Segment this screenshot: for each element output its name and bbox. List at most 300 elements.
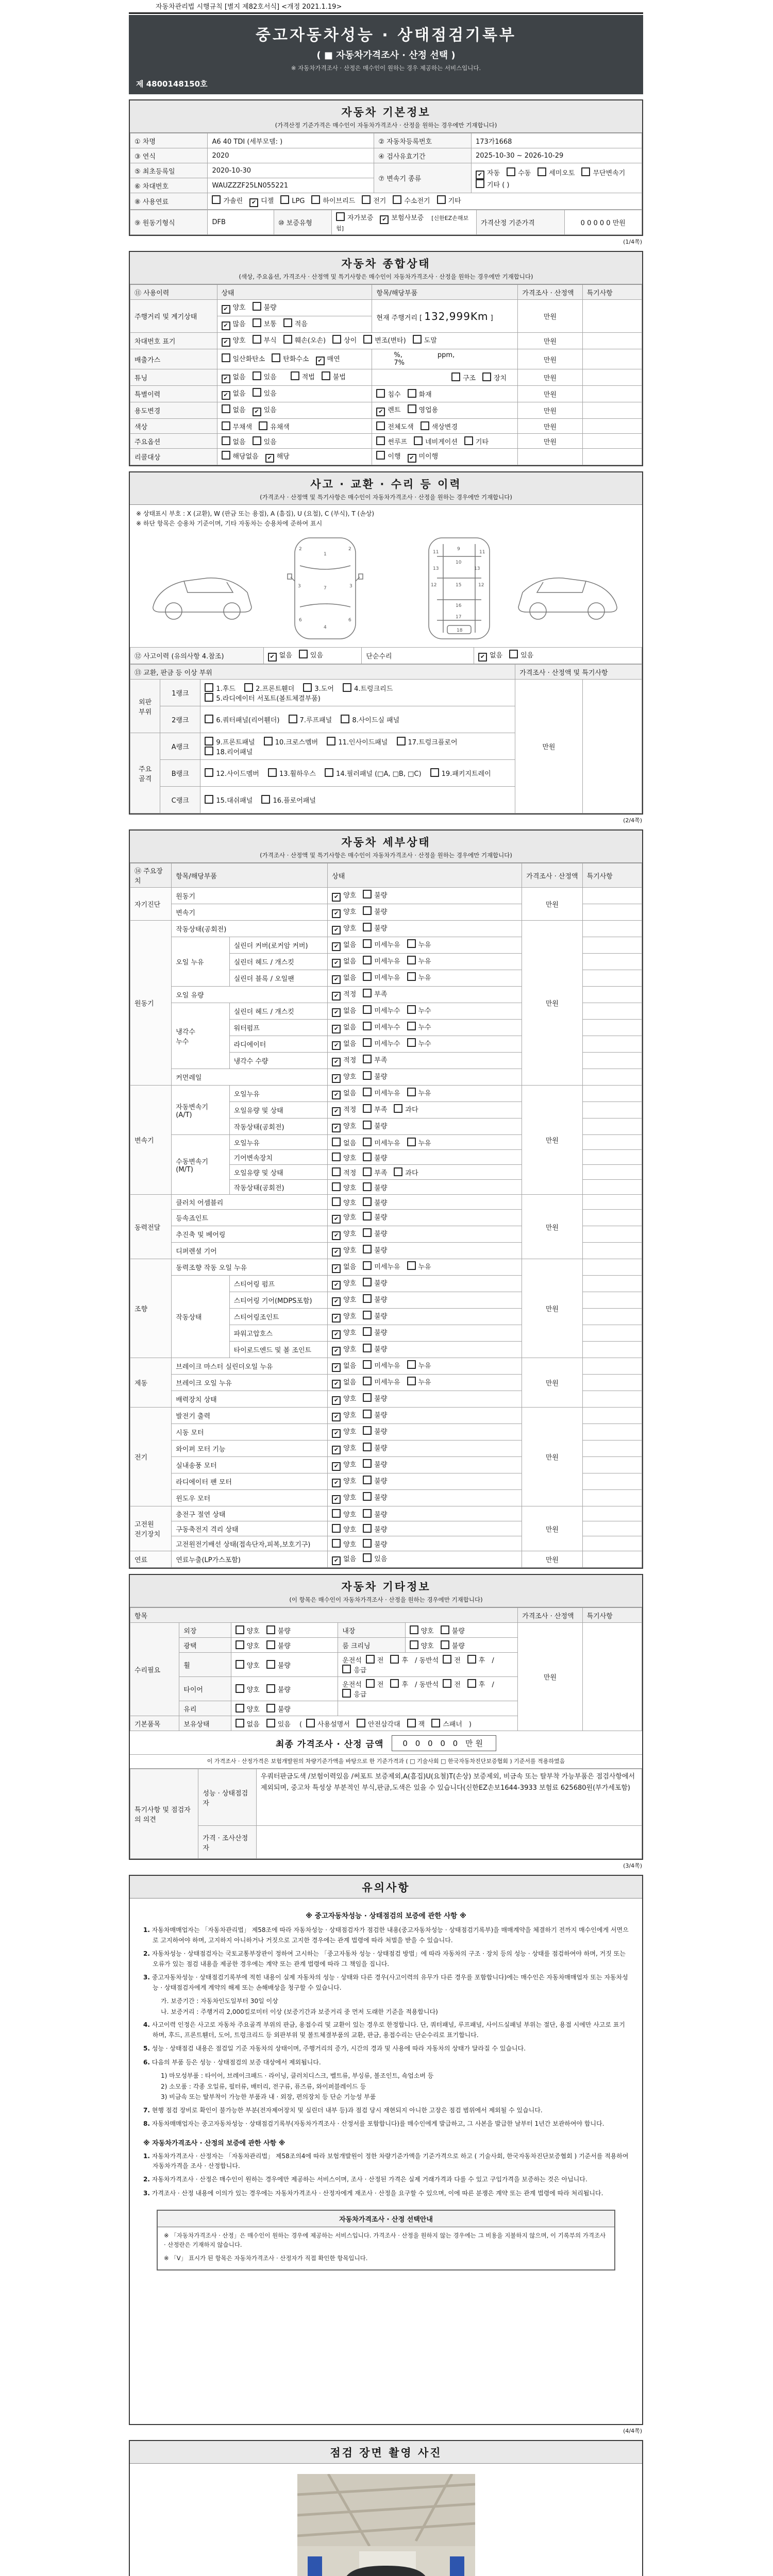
checkbox-option[interactable]: 훼손(오손) bbox=[283, 335, 326, 345]
checkbox[interactable] bbox=[212, 195, 221, 204]
checkbox[interactable] bbox=[332, 1138, 341, 1146]
checkbox-option[interactable]: 불량 bbox=[363, 923, 387, 933]
checkbox-option[interactable]: 상이 bbox=[332, 335, 357, 345]
checkbox[interactable] bbox=[363, 890, 372, 899]
checkbox-option[interactable]: ✔ 렌트 bbox=[376, 404, 400, 416]
checkbox[interactable]: ✔ bbox=[332, 1231, 341, 1240]
checkbox-option[interactable]: 있음 bbox=[253, 371, 277, 381]
checkbox[interactable] bbox=[363, 1360, 372, 1369]
checkbox-option[interactable]: ✔ 양호 bbox=[332, 1426, 356, 1438]
checkbox-option[interactable]: 후 bbox=[467, 1655, 485, 1665]
checkbox-option[interactable]: 10.크로스멤버 bbox=[264, 737, 318, 747]
checkbox-option[interactable]: 적음 bbox=[283, 318, 308, 328]
checkbox[interactable]: ✔ bbox=[332, 1248, 341, 1257]
checkbox[interactable] bbox=[222, 436, 230, 445]
checkbox-option[interactable]: 과다 bbox=[394, 1104, 418, 1114]
checkbox-option[interactable]: ✔ 양호 bbox=[222, 302, 246, 314]
checkbox-option[interactable]: 적법 bbox=[291, 371, 315, 381]
checkbox[interactable] bbox=[363, 1539, 372, 1548]
checkbox-option[interactable]: ✔ 자동 bbox=[476, 167, 500, 179]
checkbox[interactable] bbox=[363, 1524, 372, 1533]
checkbox[interactable]: ✔ bbox=[222, 391, 230, 400]
checkbox[interactable] bbox=[291, 371, 299, 380]
checkbox[interactable] bbox=[363, 1377, 372, 1385]
checkbox[interactable] bbox=[283, 318, 292, 327]
checkbox-option[interactable]: ✔ 양호 bbox=[332, 1245, 356, 1257]
checkbox[interactable] bbox=[366, 1655, 375, 1664]
checkbox[interactable] bbox=[266, 1640, 275, 1649]
checkbox-option[interactable]: 불량 bbox=[266, 1640, 291, 1650]
checkbox-option[interactable]: 네비게이션 bbox=[414, 436, 458, 446]
checkbox[interactable] bbox=[205, 747, 213, 755]
checkbox-option[interactable]: ✔ 미이행 bbox=[408, 451, 439, 463]
checkbox[interactable] bbox=[363, 1138, 372, 1146]
checkbox[interactable] bbox=[363, 1071, 372, 1080]
checkbox[interactable] bbox=[325, 768, 333, 777]
checkbox[interactable] bbox=[205, 768, 213, 777]
checkbox[interactable] bbox=[363, 1228, 372, 1237]
checkbox-option[interactable]: 있음 bbox=[299, 650, 323, 659]
checkbox-option[interactable]: ✔ 없음 bbox=[222, 388, 246, 400]
checkbox-option[interactable]: 응급 bbox=[342, 1689, 366, 1699]
checkbox[interactable] bbox=[327, 737, 335, 745]
checkbox-option[interactable]: 불량 bbox=[363, 1153, 387, 1162]
checkbox[interactable]: ✔ bbox=[380, 215, 389, 224]
checkbox-option[interactable]: ✔ 없음 bbox=[332, 956, 356, 968]
checkbox-option[interactable]: 없음 bbox=[332, 1138, 356, 1147]
checkbox-option[interactable]: 응급 bbox=[342, 1665, 366, 1674]
checkbox-option[interactable]: 양호 bbox=[332, 1509, 356, 1519]
checkbox[interactable] bbox=[332, 335, 341, 344]
checkbox-option[interactable]: 3.도어 bbox=[303, 683, 334, 693]
checkbox-option[interactable]: 양호 bbox=[332, 1539, 356, 1549]
checkbox-option[interactable]: 불량 bbox=[363, 1327, 387, 1337]
checkbox-option[interactable]: ✔ 양호 bbox=[332, 1443, 356, 1454]
checkbox[interactable] bbox=[394, 1104, 402, 1113]
checkbox[interactable] bbox=[363, 1294, 372, 1303]
checkbox[interactable] bbox=[397, 737, 406, 745]
checkbox[interactable] bbox=[332, 1167, 341, 1176]
checkbox[interactable] bbox=[363, 1153, 372, 1161]
checkbox-option[interactable]: 탄화수소 bbox=[272, 353, 309, 363]
checkbox-option[interactable]: 불량 bbox=[363, 1228, 387, 1238]
checkbox-option[interactable]: 불량 bbox=[253, 302, 277, 312]
checkbox[interactable] bbox=[363, 1197, 372, 1206]
checkbox[interactable]: ✔ bbox=[332, 1025, 341, 1033]
checkbox-option[interactable]: 불량 bbox=[363, 1476, 387, 1485]
checkbox-option[interactable]: 있음 bbox=[253, 436, 277, 446]
checkbox[interactable]: ✔ bbox=[222, 305, 230, 314]
checkbox-option[interactable]: 양호 bbox=[332, 1182, 356, 1192]
checkbox-option[interactable]: ✔ 없음 bbox=[332, 1261, 356, 1273]
checkbox[interactable] bbox=[332, 1197, 341, 1206]
checkbox-option[interactable]: ✔ 양호 bbox=[332, 1278, 356, 1290]
checkbox[interactable] bbox=[393, 195, 401, 204]
checkbox[interactable] bbox=[407, 1377, 416, 1385]
checkbox-option[interactable]: ✔ 양호 bbox=[332, 1071, 356, 1083]
checkbox[interactable]: ✔ bbox=[332, 1091, 341, 1099]
checkbox[interactable] bbox=[407, 1138, 416, 1146]
checkbox[interactable] bbox=[306, 1719, 315, 1727]
checkbox-option[interactable]: 전 bbox=[366, 1655, 384, 1665]
checkbox-option[interactable]: 변조(변타) bbox=[363, 335, 406, 345]
checkbox[interactable] bbox=[376, 421, 385, 430]
checkbox[interactable] bbox=[253, 371, 261, 380]
checkbox-option[interactable]: 19.패키지트레이 bbox=[430, 768, 491, 778]
checkbox[interactable]: ✔ bbox=[332, 1380, 341, 1388]
checkbox[interactable]: ✔ bbox=[478, 653, 487, 662]
checkbox[interactable] bbox=[253, 302, 261, 311]
checkbox[interactable] bbox=[410, 1640, 418, 1649]
checkbox[interactable] bbox=[236, 1625, 244, 1634]
checkbox[interactable] bbox=[363, 1492, 372, 1501]
checkbox[interactable]: ✔ bbox=[332, 1347, 341, 1355]
checkbox-option[interactable]: 미세누유 bbox=[363, 1138, 400, 1147]
checkbox-option[interactable]: 불량 bbox=[363, 1539, 387, 1549]
checkbox[interactable]: ✔ bbox=[332, 992, 341, 1001]
checkbox[interactable] bbox=[363, 1182, 372, 1191]
checkbox-option[interactable]: 미세누유 bbox=[363, 1261, 400, 1271]
checkbox[interactable] bbox=[266, 1684, 275, 1693]
checkbox[interactable] bbox=[376, 389, 385, 398]
checkbox[interactable] bbox=[363, 1245, 372, 1253]
checkbox-option[interactable]: 불량 bbox=[363, 1344, 387, 1353]
checkbox[interactable] bbox=[222, 451, 230, 460]
checkbox-option[interactable]: ✔ 양호 bbox=[332, 923, 356, 935]
checkbox-option[interactable]: 누유 bbox=[407, 1138, 431, 1147]
checkbox-option[interactable]: 유채색 bbox=[259, 421, 290, 431]
checkbox[interactable] bbox=[363, 1327, 372, 1336]
checkbox[interactable]: ✔ bbox=[332, 893, 341, 902]
checkbox[interactable] bbox=[332, 1509, 341, 1518]
checkbox-option[interactable]: 9.프론트패널 bbox=[205, 737, 255, 747]
checkbox-option[interactable]: 후 bbox=[390, 1655, 408, 1665]
checkbox[interactable]: ✔ bbox=[408, 454, 416, 463]
checkbox[interactable] bbox=[253, 318, 261, 327]
checkbox-option[interactable]: 전 bbox=[443, 1679, 461, 1689]
checkbox-option[interactable]: 화재 bbox=[408, 389, 432, 399]
checkbox-option[interactable]: 전 bbox=[366, 1679, 384, 1689]
checkbox-option[interactable]: 불량 bbox=[363, 1426, 387, 1436]
checkbox[interactable]: ✔ bbox=[332, 942, 341, 951]
checkbox[interactable] bbox=[264, 737, 273, 745]
checkbox-option[interactable]: 불량 bbox=[363, 890, 387, 900]
checkbox[interactable] bbox=[222, 421, 230, 430]
checkbox[interactable] bbox=[363, 1005, 372, 1014]
checkbox[interactable] bbox=[464, 436, 473, 445]
checkbox[interactable] bbox=[363, 1410, 372, 1418]
checkbox-option[interactable]: 장치 bbox=[482, 372, 507, 382]
checkbox-option[interactable]: 영업용 bbox=[408, 404, 439, 414]
checkbox[interactable] bbox=[363, 1553, 372, 1562]
checkbox-option[interactable]: 불량 bbox=[363, 1393, 387, 1403]
checkbox-option[interactable]: 미세누유 bbox=[363, 972, 400, 982]
checkbox[interactable] bbox=[363, 1278, 372, 1286]
checkbox-option[interactable]: 불량 bbox=[266, 1660, 291, 1670]
checkbox[interactable]: ✔ bbox=[332, 1479, 341, 1487]
checkbox[interactable] bbox=[363, 1311, 372, 1319]
checkbox-option[interactable]: 미세누유 bbox=[363, 1377, 400, 1386]
checkbox[interactable] bbox=[253, 335, 261, 344]
checkbox[interactable] bbox=[407, 1261, 416, 1270]
checkbox[interactable] bbox=[332, 1539, 341, 1548]
checkbox[interactable] bbox=[430, 768, 439, 777]
checkbox-option[interactable]: ✔ 디젤 bbox=[249, 195, 274, 207]
checkbox-option[interactable]: ✔ 양호 bbox=[332, 1492, 356, 1504]
checkbox[interactable]: ✔ bbox=[332, 1413, 341, 1421]
checkbox-option[interactable]: 13.휠하우스 bbox=[268, 768, 316, 778]
checkbox-option[interactable]: 18.리어패널 bbox=[205, 747, 253, 756]
checkbox[interactable]: ✔ bbox=[249, 198, 258, 207]
checkbox[interactable] bbox=[363, 1212, 372, 1221]
checkbox-option[interactable]: ✔ 양호 bbox=[332, 1121, 356, 1132]
checkbox[interactable]: ✔ bbox=[265, 454, 274, 463]
checkbox-option[interactable]: 누수 bbox=[407, 1022, 431, 1031]
checkbox-option[interactable]: 불량 bbox=[363, 1410, 387, 1419]
checkbox[interactable] bbox=[363, 989, 372, 997]
checkbox-option[interactable]: 양호 bbox=[236, 1704, 260, 1714]
checkbox-option[interactable]: 불량 bbox=[363, 906, 387, 916]
checkbox-option[interactable]: 불량 bbox=[266, 1704, 291, 1714]
checkbox-option[interactable]: 미세누유 bbox=[363, 956, 400, 965]
checkbox-option[interactable]: 안전삼각대 bbox=[357, 1719, 400, 1728]
checkbox-option[interactable]: 17.트렁크플로어 bbox=[397, 737, 458, 747]
checkbox[interactable] bbox=[408, 389, 416, 398]
checkbox-option[interactable]: 누유 bbox=[407, 956, 431, 965]
checkbox[interactable] bbox=[336, 212, 345, 221]
checkbox[interactable] bbox=[390, 1679, 399, 1688]
checkbox-option[interactable]: 부족 bbox=[363, 1167, 387, 1177]
checkbox[interactable] bbox=[205, 693, 213, 702]
checkbox-option[interactable]: 부족 bbox=[363, 1104, 387, 1114]
checkbox-option[interactable]: 미세누유 bbox=[363, 1360, 400, 1370]
checkbox[interactable]: ✔ bbox=[332, 1264, 341, 1273]
checkbox-option[interactable]: 불량 bbox=[363, 1212, 387, 1222]
checkbox[interactable] bbox=[266, 1704, 275, 1713]
checkbox-option[interactable]: 구조 bbox=[451, 372, 476, 382]
checkbox[interactable]: ✔ bbox=[332, 1008, 341, 1017]
checkbox[interactable] bbox=[342, 1689, 351, 1698]
checkbox-option[interactable]: 양호 bbox=[236, 1684, 260, 1694]
checkbox[interactable] bbox=[299, 650, 308, 658]
checkbox[interactable] bbox=[509, 650, 518, 658]
checkbox[interactable] bbox=[363, 956, 372, 964]
checkbox[interactable] bbox=[236, 1640, 244, 1649]
checkbox[interactable] bbox=[363, 1055, 372, 1063]
checkbox-option[interactable]: 무채색 bbox=[222, 421, 253, 431]
checkbox[interactable] bbox=[363, 972, 372, 981]
checkbox-option[interactable]: ✔ 적정 bbox=[332, 1104, 356, 1116]
checkbox-option[interactable]: 불량 bbox=[363, 1443, 387, 1452]
checkbox[interactable] bbox=[363, 1104, 372, 1113]
checkbox-option[interactable]: 불량 bbox=[266, 1625, 291, 1635]
checkbox-option[interactable]: 양호 bbox=[236, 1660, 260, 1670]
checkbox[interactable] bbox=[443, 1679, 451, 1688]
checkbox[interactable] bbox=[537, 167, 546, 176]
checkbox[interactable] bbox=[363, 1022, 372, 1030]
checkbox[interactable] bbox=[268, 768, 277, 777]
checkbox-option[interactable]: ✔ 적정 bbox=[332, 1055, 356, 1066]
checkbox-option[interactable]: 불량 bbox=[363, 1121, 387, 1130]
checkbox[interactable] bbox=[266, 1625, 275, 1634]
checkbox-option[interactable]: ✔ 없음 bbox=[268, 650, 292, 662]
checkbox-option[interactable]: 누유 bbox=[407, 1360, 431, 1370]
checkbox[interactable]: ✔ bbox=[332, 1297, 341, 1306]
checkbox-option[interactable]: 일산화탄소 bbox=[222, 353, 265, 363]
checkbox-option[interactable]: 5.라디에이터 서포트(볼트체결부품) bbox=[205, 693, 321, 703]
checkbox-option[interactable]: 세미오토 bbox=[537, 167, 575, 177]
checkbox-option[interactable]: 7.루프패널 bbox=[289, 715, 332, 724]
checkbox[interactable] bbox=[451, 372, 460, 381]
checkbox-option[interactable]: 불량 bbox=[363, 1311, 387, 1320]
checkbox[interactable] bbox=[363, 1393, 372, 1402]
checkbox[interactable] bbox=[363, 1509, 372, 1518]
checkbox[interactable] bbox=[407, 939, 416, 948]
checkbox[interactable] bbox=[363, 1167, 372, 1176]
checkbox-option[interactable]: ✔ 양호 bbox=[332, 1327, 356, 1339]
checkbox-option[interactable]: ✔ 양호 bbox=[332, 1294, 356, 1306]
checkbox[interactable]: ✔ bbox=[316, 357, 325, 365]
checkbox[interactable] bbox=[407, 1360, 416, 1369]
checkbox[interactable] bbox=[507, 167, 515, 176]
checkbox-option[interactable]: 자가보증 bbox=[336, 212, 373, 222]
checkbox[interactable] bbox=[303, 683, 312, 692]
checkbox-option[interactable]: 수소전기 bbox=[393, 195, 430, 205]
checkbox-option[interactable]: 썬루프 bbox=[376, 436, 407, 446]
checkbox-option[interactable]: 불량 bbox=[266, 1684, 291, 1694]
checkbox-option[interactable]: ✔ 매연 bbox=[316, 353, 340, 365]
checkbox-option[interactable]: 11.인사이드패널 bbox=[327, 737, 388, 747]
checkbox-option[interactable]: 12.사이드멤버 bbox=[205, 768, 259, 778]
checkbox-option[interactable]: 가솔린 bbox=[212, 195, 243, 205]
checkbox-option[interactable]: 없음 bbox=[222, 404, 246, 414]
checkbox[interactable] bbox=[441, 1640, 449, 1649]
checkbox[interactable]: ✔ bbox=[332, 975, 341, 984]
checkbox[interactable] bbox=[407, 1022, 416, 1030]
checkbox[interactable] bbox=[205, 715, 213, 723]
checkbox[interactable] bbox=[476, 179, 484, 188]
checkbox[interactable]: ✔ bbox=[332, 926, 341, 935]
checkbox[interactable]: ✔ bbox=[332, 1041, 341, 1050]
checkbox-option[interactable]: 이행 bbox=[376, 451, 400, 461]
checkbox[interactable] bbox=[390, 1655, 399, 1664]
checkbox[interactable]: ✔ bbox=[332, 1396, 341, 1405]
checkbox[interactable] bbox=[222, 404, 230, 413]
checkbox[interactable] bbox=[407, 972, 416, 981]
checkbox-option[interactable]: 없음 bbox=[222, 436, 246, 446]
checkbox[interactable] bbox=[363, 1459, 372, 1468]
checkbox-option[interactable]: ✔ 없음 bbox=[332, 1022, 356, 1033]
checkbox[interactable] bbox=[363, 906, 372, 915]
checkbox-option[interactable]: 기타 bbox=[464, 436, 489, 446]
checkbox[interactable]: ✔ bbox=[332, 1446, 341, 1454]
checkbox[interactable] bbox=[236, 1660, 244, 1669]
checkbox[interactable] bbox=[407, 1088, 416, 1096]
checkbox[interactable] bbox=[322, 371, 330, 380]
checkbox-option[interactable]: ✔ 적정 bbox=[332, 989, 356, 1001]
checkbox-option[interactable]: 부족 bbox=[363, 1055, 387, 1064]
checkbox-option[interactable]: 있음 bbox=[363, 1553, 387, 1563]
checkbox[interactable]: ✔ bbox=[332, 1124, 341, 1132]
checkbox-option[interactable]: 불량 bbox=[441, 1625, 465, 1635]
checkbox-option[interactable]: ✔ 양호 bbox=[222, 335, 246, 347]
checkbox-option[interactable]: 불량 bbox=[363, 1459, 387, 1469]
checkbox[interactable]: ✔ bbox=[268, 653, 277, 662]
checkbox-option[interactable]: ✔ 양호 bbox=[332, 1410, 356, 1421]
checkbox-option[interactable]: ✔ 없음 bbox=[332, 1088, 356, 1099]
checkbox-option[interactable]: 불량 bbox=[363, 1245, 387, 1255]
checkbox-option[interactable]: ✔ 해당 bbox=[265, 451, 290, 463]
checkbox-option[interactable]: 양호 bbox=[236, 1640, 260, 1650]
checkbox[interactable] bbox=[363, 1261, 372, 1270]
checkbox[interactable] bbox=[266, 1660, 275, 1669]
checkbox[interactable] bbox=[363, 1476, 372, 1484]
checkbox[interactable] bbox=[407, 956, 416, 964]
checkbox-option[interactable]: 불량 bbox=[363, 1294, 387, 1304]
checkbox-option[interactable]: 기타 ( ) bbox=[476, 179, 510, 189]
checkbox-option[interactable]: 후 bbox=[467, 1679, 485, 1689]
checkbox-option[interactable]: 도말 bbox=[413, 335, 437, 345]
checkbox-option[interactable]: 미세누수 bbox=[363, 1022, 400, 1031]
checkbox-option[interactable]: 4.트렁크리드 bbox=[343, 683, 393, 693]
checkbox-option[interactable]: 침수 bbox=[376, 389, 400, 399]
checkbox[interactable] bbox=[253, 436, 261, 445]
checkbox[interactable] bbox=[421, 421, 429, 430]
checkbox[interactable] bbox=[407, 1038, 416, 1047]
checkbox-option[interactable]: 전기 bbox=[362, 195, 386, 205]
checkbox-option[interactable]: 스패너 bbox=[431, 1719, 462, 1728]
checkbox-option[interactable]: 누유 bbox=[407, 972, 431, 982]
checkbox-option[interactable]: 무단변속기 bbox=[581, 167, 625, 177]
checkbox[interactable]: ✔ bbox=[332, 1058, 341, 1066]
checkbox-option[interactable]: 미세누유 bbox=[363, 939, 400, 949]
checkbox-option[interactable]: 1.후드 bbox=[205, 683, 236, 693]
checkbox[interactable] bbox=[266, 1719, 275, 1727]
checkbox[interactable] bbox=[332, 1524, 341, 1533]
checkbox[interactable] bbox=[357, 1719, 365, 1727]
checkbox[interactable] bbox=[394, 1167, 402, 1176]
checkbox-option[interactable]: ✔ 있음 bbox=[253, 404, 277, 416]
checkbox-option[interactable]: 있음 bbox=[509, 650, 533, 659]
checkbox[interactable]: ✔ bbox=[332, 959, 341, 968]
checkbox-option[interactable]: 2.프론트휀더 bbox=[244, 683, 294, 693]
checkbox[interactable] bbox=[342, 1665, 351, 1673]
checkbox[interactable] bbox=[363, 923, 372, 931]
checkbox-option[interactable]: ✔ 양호 bbox=[332, 1393, 356, 1405]
checkbox[interactable] bbox=[236, 1719, 244, 1727]
checkbox[interactable] bbox=[482, 372, 491, 381]
checkbox[interactable] bbox=[205, 737, 213, 745]
checkbox-option[interactable]: 수동 bbox=[507, 167, 531, 177]
checkbox-option[interactable]: 하이브리드 bbox=[311, 195, 355, 205]
checkbox-option[interactable]: 누유 bbox=[407, 1261, 431, 1271]
checkbox-option[interactable]: ✔ 양호 bbox=[332, 1311, 356, 1323]
checkbox[interactable] bbox=[376, 451, 385, 460]
checkbox[interactable]: ✔ bbox=[332, 1556, 341, 1565]
checkbox[interactable]: ✔ bbox=[332, 1495, 341, 1504]
checkbox[interactable] bbox=[222, 353, 230, 362]
checkbox-option[interactable]: 불량 bbox=[363, 1182, 387, 1192]
checkbox-option[interactable]: 양호 bbox=[410, 1625, 434, 1635]
checkbox-option[interactable]: 과다 bbox=[394, 1167, 418, 1177]
checkbox[interactable] bbox=[467, 1679, 476, 1688]
checkbox-option[interactable]: 미세누수 bbox=[363, 1005, 400, 1015]
checkbox-option[interactable]: 양호 bbox=[236, 1625, 260, 1635]
checkbox[interactable] bbox=[311, 195, 320, 204]
checkbox-option[interactable]: ✔ 양호 bbox=[332, 890, 356, 902]
checkbox[interactable] bbox=[259, 421, 267, 430]
checkbox[interactable] bbox=[467, 1655, 476, 1664]
